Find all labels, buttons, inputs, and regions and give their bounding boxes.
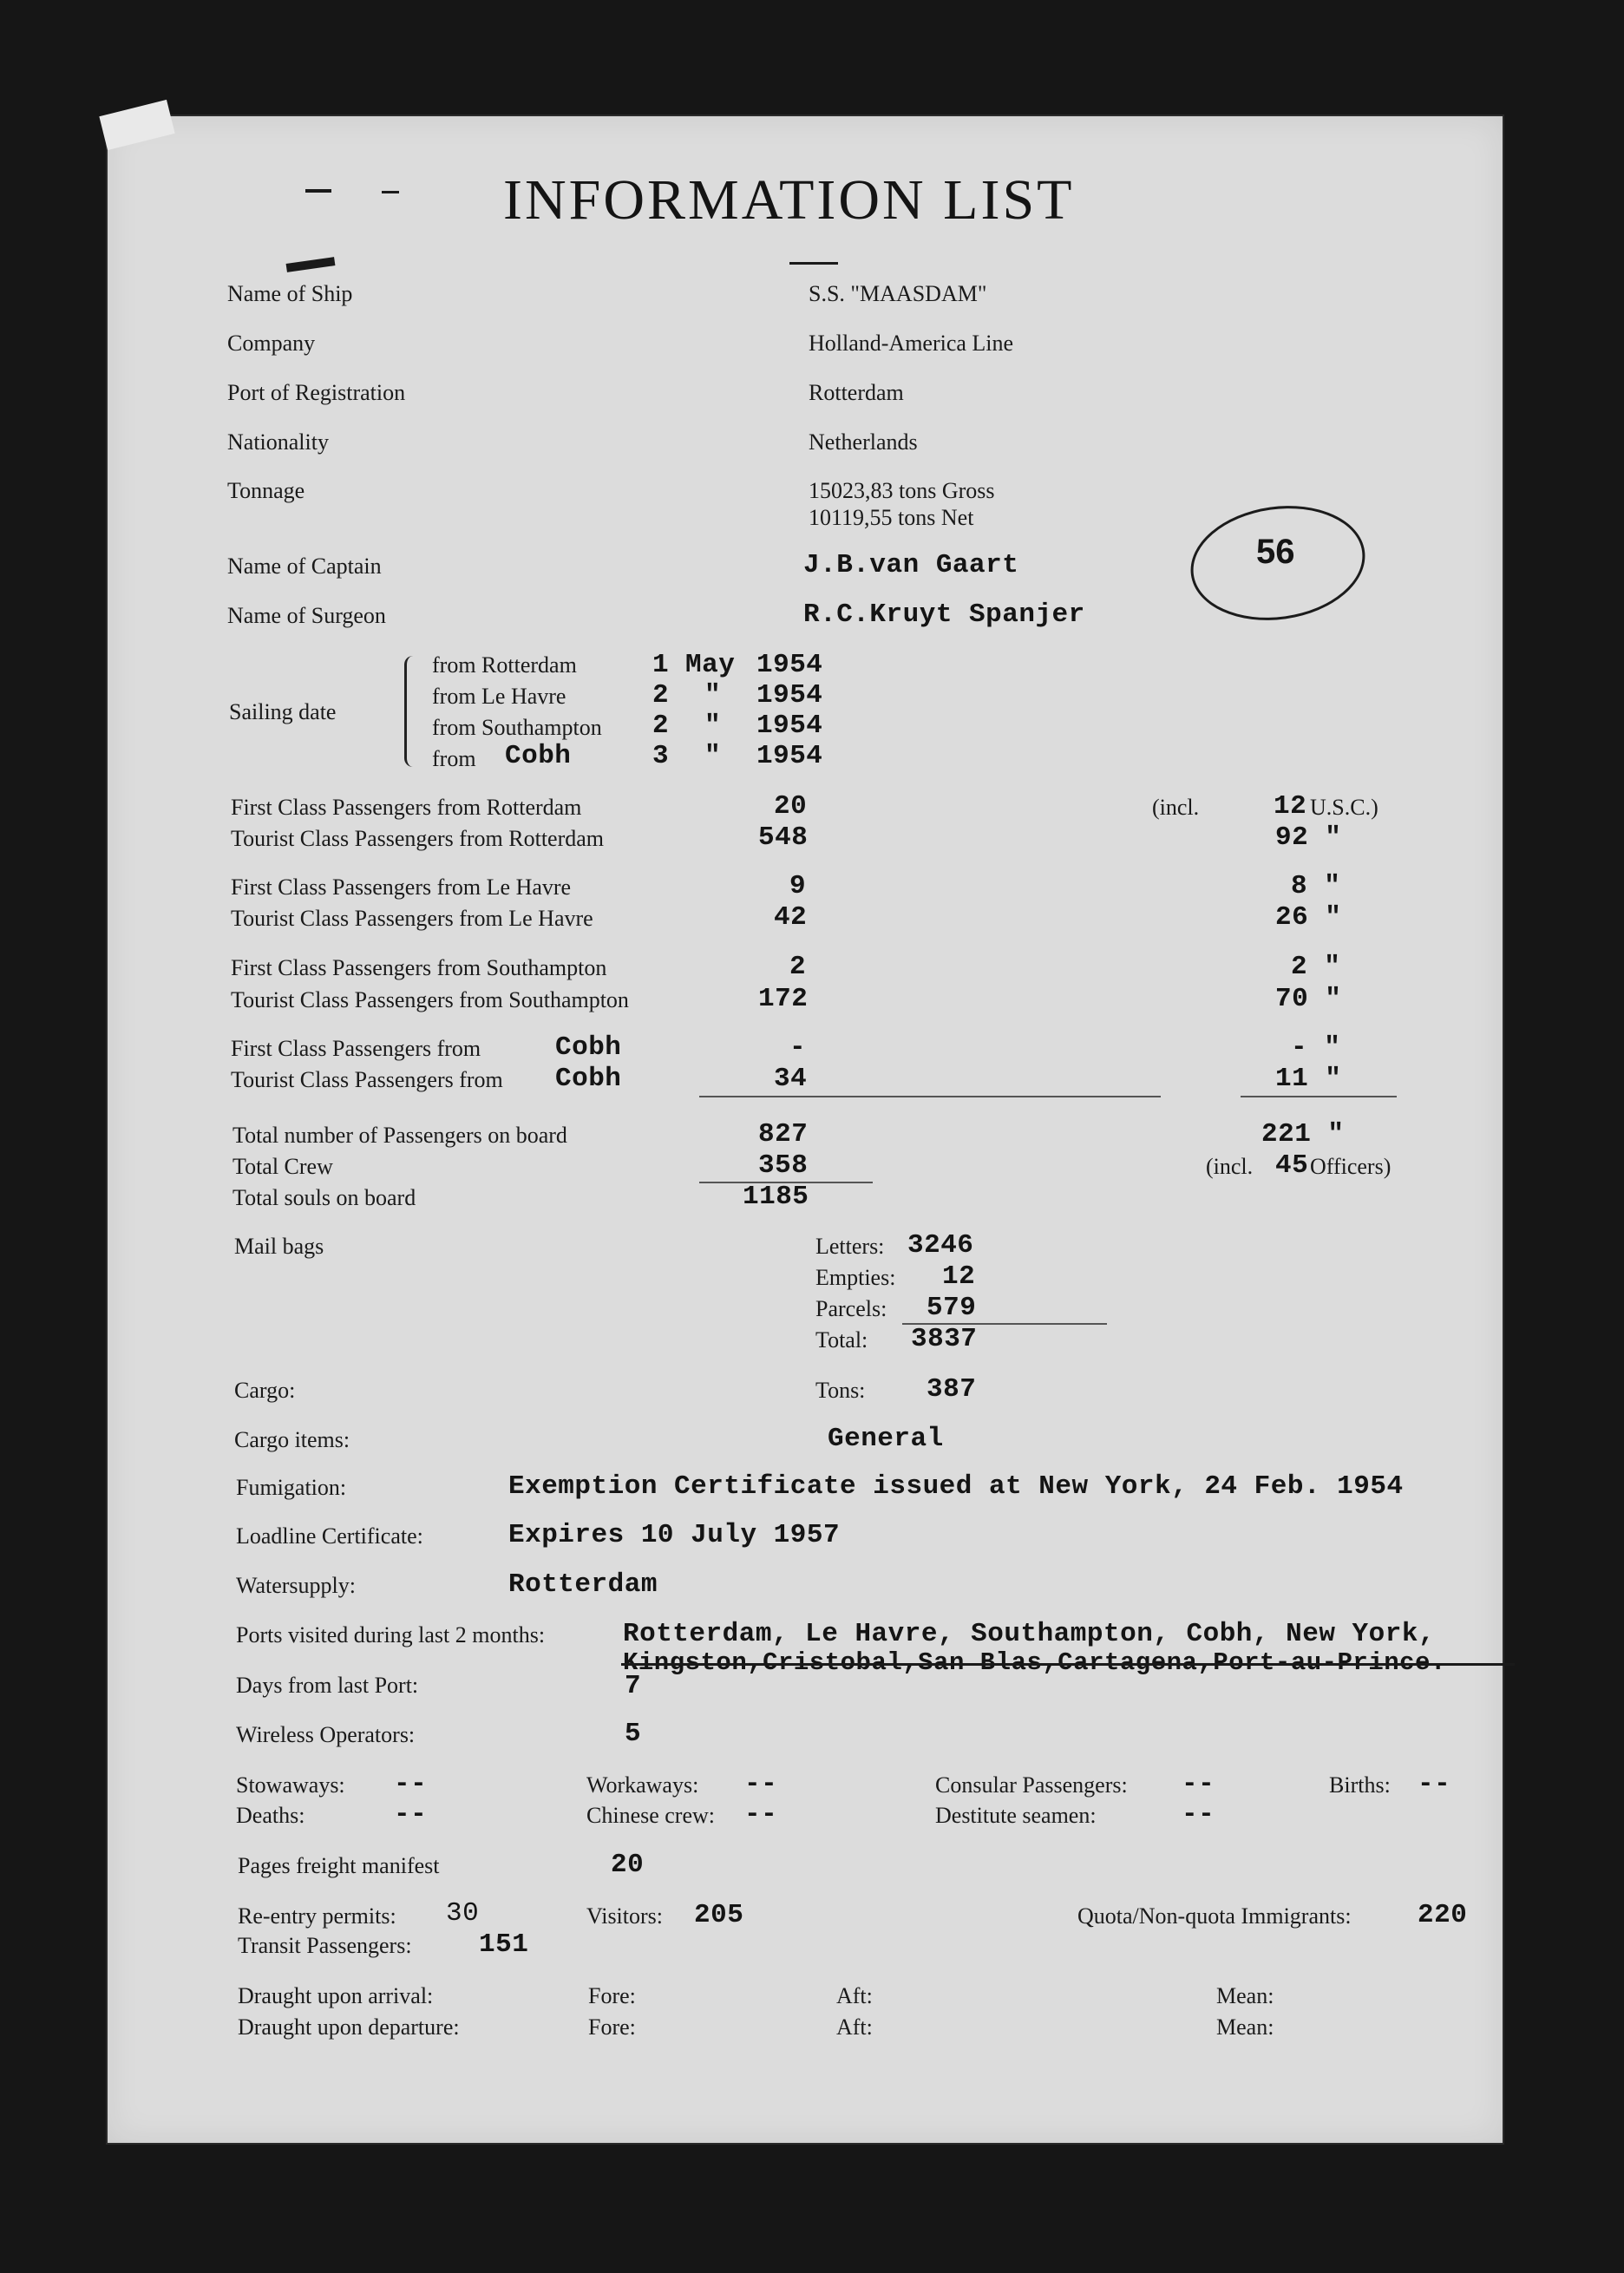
officers-incl: (incl. bbox=[1206, 1154, 1254, 1179]
visitors-value: 205 bbox=[694, 1900, 744, 1930]
total-crew-value: 358 bbox=[758, 1150, 809, 1181]
reentry-value: 30 bbox=[446, 1898, 480, 1929]
passenger-row-usc: 8 " bbox=[1291, 871, 1341, 901]
passenger-row-usc: 92 " bbox=[1275, 822, 1342, 853]
sailing-month: " bbox=[704, 711, 722, 741]
page-title: INFORMATION LIST bbox=[503, 168, 1075, 232]
page-number: 56 bbox=[1256, 533, 1295, 571]
visitors-label: Visitors: bbox=[586, 1903, 664, 1929]
letters-value: 3246 bbox=[907, 1230, 974, 1261]
draught-departure-fore: Fore: bbox=[588, 2014, 636, 2040]
reentry-label: Re-entry permits: bbox=[238, 1903, 396, 1929]
days-from-port-label: Days from last Port: bbox=[236, 1673, 419, 1698]
sailing-from: from Southampton bbox=[432, 715, 602, 740]
stowaways-value: -- bbox=[394, 1769, 428, 1799]
strikethrough bbox=[621, 1663, 1515, 1666]
transit-label: Transit Passengers: bbox=[238, 1933, 412, 1958]
cargo-label: Cargo: bbox=[234, 1378, 296, 1403]
empties-value: 12 bbox=[942, 1261, 976, 1292]
company-value: Holland-America Line bbox=[809, 331, 1014, 356]
total-passengers-value: 827 bbox=[758, 1119, 809, 1150]
passenger-row-port: Cobh bbox=[555, 1032, 622, 1063]
passenger-row-count: - bbox=[789, 1032, 807, 1063]
sailing-date-label: Sailing date bbox=[229, 699, 337, 724]
passenger-row-count: 548 bbox=[758, 822, 809, 853]
deaths-label: Deaths: bbox=[236, 1803, 305, 1828]
nationality-value: Netherlands bbox=[809, 429, 918, 455]
ports-visited-line2: Kingston,Cristobal,San Blas,Cartagena,Port-au-Prince. bbox=[623, 1648, 1446, 1677]
ink-smudge bbox=[305, 189, 331, 193]
sailing-month: May bbox=[685, 650, 736, 680]
passenger-row-label: Tourist Class Passengers from Le Havre bbox=[231, 906, 593, 931]
sailing-day: 2 bbox=[652, 711, 670, 741]
sailing-from: from bbox=[432, 746, 476, 771]
incl-label: (incl. bbox=[1152, 795, 1200, 820]
passenger-row-label: First Class Passengers from bbox=[231, 1036, 481, 1061]
fumigation-label: Fumigation: bbox=[236, 1475, 347, 1500]
sum-rule bbox=[699, 1096, 1161, 1097]
passenger-row-label: Tourist Class Passengers from Rotterdam bbox=[231, 826, 605, 851]
fumigation-value: Exemption Certificate issued at New York, 24 Feb. 1954 bbox=[508, 1471, 1404, 1502]
chinese-crew-label: Chinese crew: bbox=[586, 1803, 716, 1828]
sailing-from: from Rotterdam bbox=[432, 652, 577, 678]
passenger-row-count: 34 bbox=[774, 1064, 808, 1094]
company-label: Company bbox=[227, 331, 316, 356]
passenger-row-count: 172 bbox=[758, 984, 809, 1014]
loadline-label: Loadline Certificate: bbox=[236, 1523, 423, 1549]
watersupply-label: Watersupply: bbox=[236, 1573, 356, 1598]
ports-visited-label: Ports visited during last 2 months: bbox=[236, 1622, 546, 1647]
officers-value: 45 bbox=[1275, 1150, 1309, 1181]
mail-total-label: Total: bbox=[815, 1327, 868, 1353]
births-label: Births: bbox=[1329, 1772, 1391, 1798]
captain-label: Name of Captain bbox=[227, 554, 382, 579]
passenger-row-port: Cobh bbox=[555, 1064, 622, 1094]
chinese-crew-value: -- bbox=[744, 1799, 778, 1830]
passenger-row-usc: 70 " bbox=[1275, 984, 1342, 1014]
consular-value: -- bbox=[1182, 1769, 1215, 1799]
draught-arrival-label: Draught upon arrival: bbox=[238, 1983, 434, 2008]
ship-name-value: S.S. "MAASDAM" bbox=[809, 281, 987, 306]
passenger-row-label: Tourist Class Passengers from bbox=[231, 1067, 503, 1092]
transit-value: 151 bbox=[479, 1929, 529, 1960]
passenger-row-usc: 2 " bbox=[1291, 952, 1341, 982]
sum-rule bbox=[1241, 1096, 1397, 1097]
port-registration-value: Rotterdam bbox=[809, 380, 904, 405]
total-crew-label: Total Crew bbox=[232, 1154, 333, 1179]
sailing-port: Cobh bbox=[505, 741, 572, 771]
letters-label: Letters: bbox=[815, 1234, 885, 1259]
sailing-year: 1954 bbox=[756, 680, 823, 711]
destitute-label: Destitute seamen: bbox=[935, 1803, 1097, 1828]
tonnage-gross: 15023,83 tons Gross bbox=[809, 478, 995, 503]
ship-name-label: Name of Ship bbox=[227, 281, 353, 306]
captain-value: J.B.van Gaart bbox=[803, 550, 1019, 580]
workaways-label: Workaways: bbox=[586, 1772, 699, 1798]
surgeon-label: Name of Surgeon bbox=[227, 603, 386, 628]
cargo-items-label: Cargo items: bbox=[234, 1427, 350, 1452]
total-souls-value: 1185 bbox=[743, 1182, 809, 1212]
quota-value: 220 bbox=[1418, 1900, 1468, 1930]
passenger-row-usc: 26 " bbox=[1275, 902, 1342, 933]
sailing-day: 2 bbox=[652, 680, 670, 711]
mail-total-value: 3837 bbox=[911, 1324, 978, 1354]
draught-arrival-fore: Fore: bbox=[588, 1983, 636, 2008]
wireless-label: Wireless Operators: bbox=[236, 1722, 416, 1747]
passenger-row-count: 20 bbox=[774, 791, 808, 822]
passenger-row-count: 2 bbox=[789, 952, 807, 982]
passenger-row-label: First Class Passengers from Rotterdam bbox=[231, 795, 582, 820]
sailing-month: " bbox=[704, 741, 722, 771]
sailing-year: 1954 bbox=[756, 741, 823, 771]
tons-value: 387 bbox=[927, 1374, 977, 1405]
draught-departure-label: Draught upon departure: bbox=[238, 2014, 460, 2040]
destitute-value: -- bbox=[1182, 1799, 1215, 1830]
watersupply-value: Rotterdam bbox=[508, 1569, 658, 1600]
passenger-row-label: First Class Passengers from Le Havre bbox=[231, 874, 572, 900]
passenger-row-usc: 11 " bbox=[1275, 1064, 1342, 1094]
sailing-brace bbox=[404, 656, 419, 767]
total-passengers-label: Total number of Passengers on board bbox=[232, 1123, 567, 1148]
passenger-row-usc: 12 bbox=[1274, 791, 1307, 822]
manifest-value: 20 bbox=[611, 1850, 645, 1880]
total-usc-value: 221 " bbox=[1261, 1119, 1345, 1150]
total-souls-label: Total souls on board bbox=[232, 1185, 416, 1210]
nationality-label: Nationality bbox=[227, 429, 329, 455]
ink-smudge bbox=[789, 262, 838, 265]
wireless-value: 5 bbox=[625, 1719, 642, 1749]
surgeon-value: R.C.Kruyt Spanjer bbox=[803, 599, 1085, 630]
cargo-items-value: General bbox=[828, 1424, 944, 1454]
draught-departure-aft: Aft: bbox=[836, 2014, 873, 2040]
ports-visited-line1: Rotterdam, Le Havre, Southampton, Cobh, New York, bbox=[623, 1619, 1436, 1649]
days-from-port-value: 7 bbox=[625, 1671, 642, 1701]
parcels-label: Parcels: bbox=[815, 1296, 887, 1321]
passenger-row-count: 42 bbox=[774, 902, 808, 933]
tons-label: Tons: bbox=[815, 1378, 866, 1403]
passenger-row-label: Tourist Class Passengers from Southampton bbox=[231, 987, 629, 1012]
passenger-row-usc: - " bbox=[1291, 1032, 1341, 1063]
sailing-day: 3 bbox=[652, 741, 670, 771]
mail-bags-label: Mail bags bbox=[234, 1234, 324, 1259]
port-registration-label: Port of Registration bbox=[227, 380, 406, 405]
births-value: -- bbox=[1418, 1769, 1451, 1799]
officers-label: Officers) bbox=[1310, 1154, 1392, 1179]
tonnage-label: Tonnage bbox=[227, 478, 305, 503]
draught-departure-mean: Mean: bbox=[1216, 2014, 1274, 2040]
workaways-value: -- bbox=[744, 1769, 778, 1799]
sailing-year: 1954 bbox=[756, 711, 823, 741]
draught-arrival-mean: Mean: bbox=[1216, 1983, 1274, 2008]
sailing-month: " bbox=[704, 680, 722, 711]
parcels-value: 579 bbox=[927, 1293, 977, 1323]
consular-label: Consular Passengers: bbox=[935, 1772, 1128, 1798]
deaths-value: -- bbox=[394, 1799, 428, 1830]
quota-label: Quota/Non-quota Immigrants: bbox=[1077, 1903, 1352, 1929]
empties-label: Empties: bbox=[815, 1265, 896, 1290]
usc-label: U.S.C.) bbox=[1310, 795, 1378, 820]
draught-arrival-aft: Aft: bbox=[836, 1983, 873, 2008]
sailing-day: 1 bbox=[652, 650, 670, 680]
passenger-row-count: 9 bbox=[789, 871, 807, 901]
stowaways-label: Stowaways: bbox=[236, 1772, 345, 1798]
manifest-label: Pages freight manifest bbox=[238, 1853, 440, 1878]
passenger-row-label: First Class Passengers from Southampton bbox=[231, 955, 607, 980]
loadline-value: Expires 10 July 1957 bbox=[508, 1520, 841, 1550]
ink-smudge bbox=[382, 191, 399, 193]
tonnage-net: 10119,55 tons Net bbox=[809, 505, 974, 530]
sailing-from: from Le Havre bbox=[432, 684, 566, 709]
sailing-year: 1954 bbox=[756, 650, 823, 680]
